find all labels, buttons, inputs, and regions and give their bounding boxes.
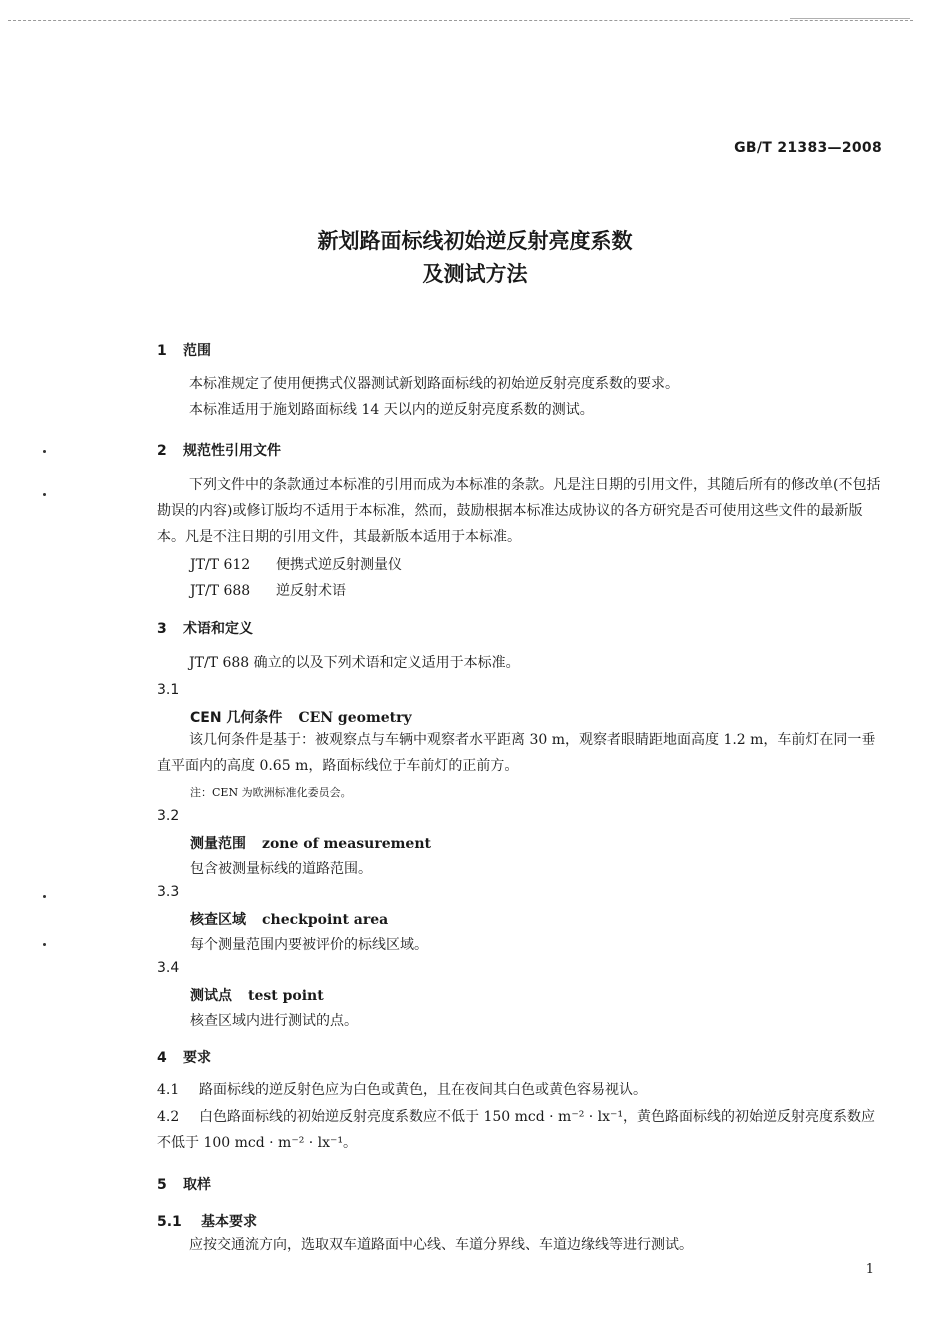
term-number: 3.1 — [157, 682, 180, 698]
section-number: 2 — [157, 443, 167, 459]
section-number: 1 — [157, 343, 167, 359]
term-en: zone of measurement — [262, 836, 431, 852]
term-heading — [190, 909, 388, 929]
subsection-5-1-text: 应按交通流方向，选取双车道路面中心线、车道分界线、车道边缘线等进行测试。 — [189, 1237, 693, 1253]
reference-code: JT/T 688 — [190, 583, 251, 599]
requirement-item — [157, 1104, 887, 1156]
section-2-heading — [157, 440, 281, 460]
term-heading — [190, 833, 431, 853]
section-number: 5 — [157, 1177, 167, 1193]
term-definition: 核查区域内进行测试的点。 — [190, 1013, 358, 1029]
term-zh: 测试点 — [190, 988, 232, 1004]
term-zh: 测量范围 — [190, 836, 246, 852]
requirement-item — [157, 1077, 887, 1103]
subsection-number: 5.1 — [157, 1214, 182, 1230]
reference-item — [190, 580, 346, 600]
page-number: 1 — [865, 1262, 874, 1277]
reference-item — [190, 554, 402, 574]
term-number: 3.2 — [157, 808, 180, 824]
subsection-title: 基本要求 — [201, 1214, 257, 1230]
document-title-line2: 及测试方法 — [422, 262, 528, 286]
scan-dot — [43, 895, 46, 898]
term-zh: 核查区域 — [190, 912, 246, 928]
subsection-5-1-heading — [157, 1211, 257, 1231]
term-heading — [190, 985, 324, 1005]
term-number: 3.4 — [157, 960, 180, 976]
section-3-paragraph-1: JT/T 688 确立的以及下列术语和定义适用于本标准。 — [189, 655, 520, 671]
term-number: 3.3 — [157, 884, 180, 900]
term-heading — [190, 707, 412, 727]
item-number: 4.1 — [157, 1082, 180, 1098]
scan-border-line — [8, 20, 913, 21]
term-definition: 每个测量范围内要被评价的标线区域。 — [190, 937, 428, 953]
section-title: 术语和定义 — [183, 621, 253, 637]
section-5-heading — [157, 1174, 211, 1194]
section-number: 3 — [157, 621, 167, 637]
section-1-heading — [157, 340, 211, 360]
item-text: 白色路面标线的初始逆反射亮度系数应不低于 150 mcd · m⁻² · lx⁻¹，黄色路面标线的初始逆反射亮度系数应不低于 100 mcd · m⁻² · lx⁻¹。 — [157, 1109, 876, 1151]
item-number: 4.2 — [157, 1109, 180, 1125]
reference-code: JT/T 612 — [190, 557, 251, 573]
section-title: 规范性引用文件 — [183, 443, 281, 459]
section-2-paragraph-1: 下列文件中的条款通过本标准的引用而成为本标准的条款。凡是注日期的引用文件，其随后所有的修改单(不包括勘误的内容)或修订版均不适用于本标准，然而，鼓励根据本标准达成协议的各方研究是否可使用这些文件的最新版本。凡是不注日期的引用文件，其最新版本适用于本标准。 — [157, 477, 881, 545]
section-title: 要求 — [183, 1050, 211, 1066]
standard-code: GB/T 21383—2008 — [734, 140, 882, 156]
scan-border-line-2 — [790, 18, 910, 19]
term-en: CEN geometry — [298, 710, 412, 726]
section-1-paragraph-2: 本标准适用于施划路面标线 14 天以内的逆反射亮度系数的测试。 — [189, 402, 594, 418]
section-4-heading — [157, 1047, 211, 1067]
reference-name: 逆反射术语 — [276, 583, 346, 599]
section-3-heading — [157, 618, 253, 638]
scan-dot — [43, 450, 46, 453]
term-en: checkpoint area — [262, 912, 389, 928]
term-note: 注：CEN 为欧洲标准化委员会。 — [190, 786, 352, 799]
term-zh: CEN 几何条件 — [190, 710, 283, 726]
section-1-paragraph-1: 本标准规定了使用便携式仪器测试新划路面标线的初始逆反射亮度系数的要求。 — [189, 376, 679, 392]
item-text: 路面标线的逆反射色应为白色或黄色，且在夜间其白色或黄色容易视认。 — [199, 1082, 647, 1098]
section-title: 范围 — [183, 343, 211, 359]
term-definition: 包含被测量标线的道路范围。 — [190, 861, 372, 877]
scan-dot — [43, 493, 46, 496]
term-definition: 该几何条件是基于：被观察点与车辆中观察者水平距离 30 m，观察者眼睛距地面高度 1.2 m，车前灯在同一垂直平面内的高度 0.65 m，路面标线位于车前灯的正前方。 — [157, 732, 876, 774]
reference-name: 便携式逆反射测量仪 — [276, 557, 402, 573]
scan-dot — [43, 943, 46, 946]
document-title-line1: 新划路面标线初始逆反射亮度系数 — [317, 229, 633, 253]
section-number: 4 — [157, 1050, 167, 1066]
term-en: test point — [248, 988, 324, 1004]
section-title: 取样 — [183, 1177, 211, 1193]
